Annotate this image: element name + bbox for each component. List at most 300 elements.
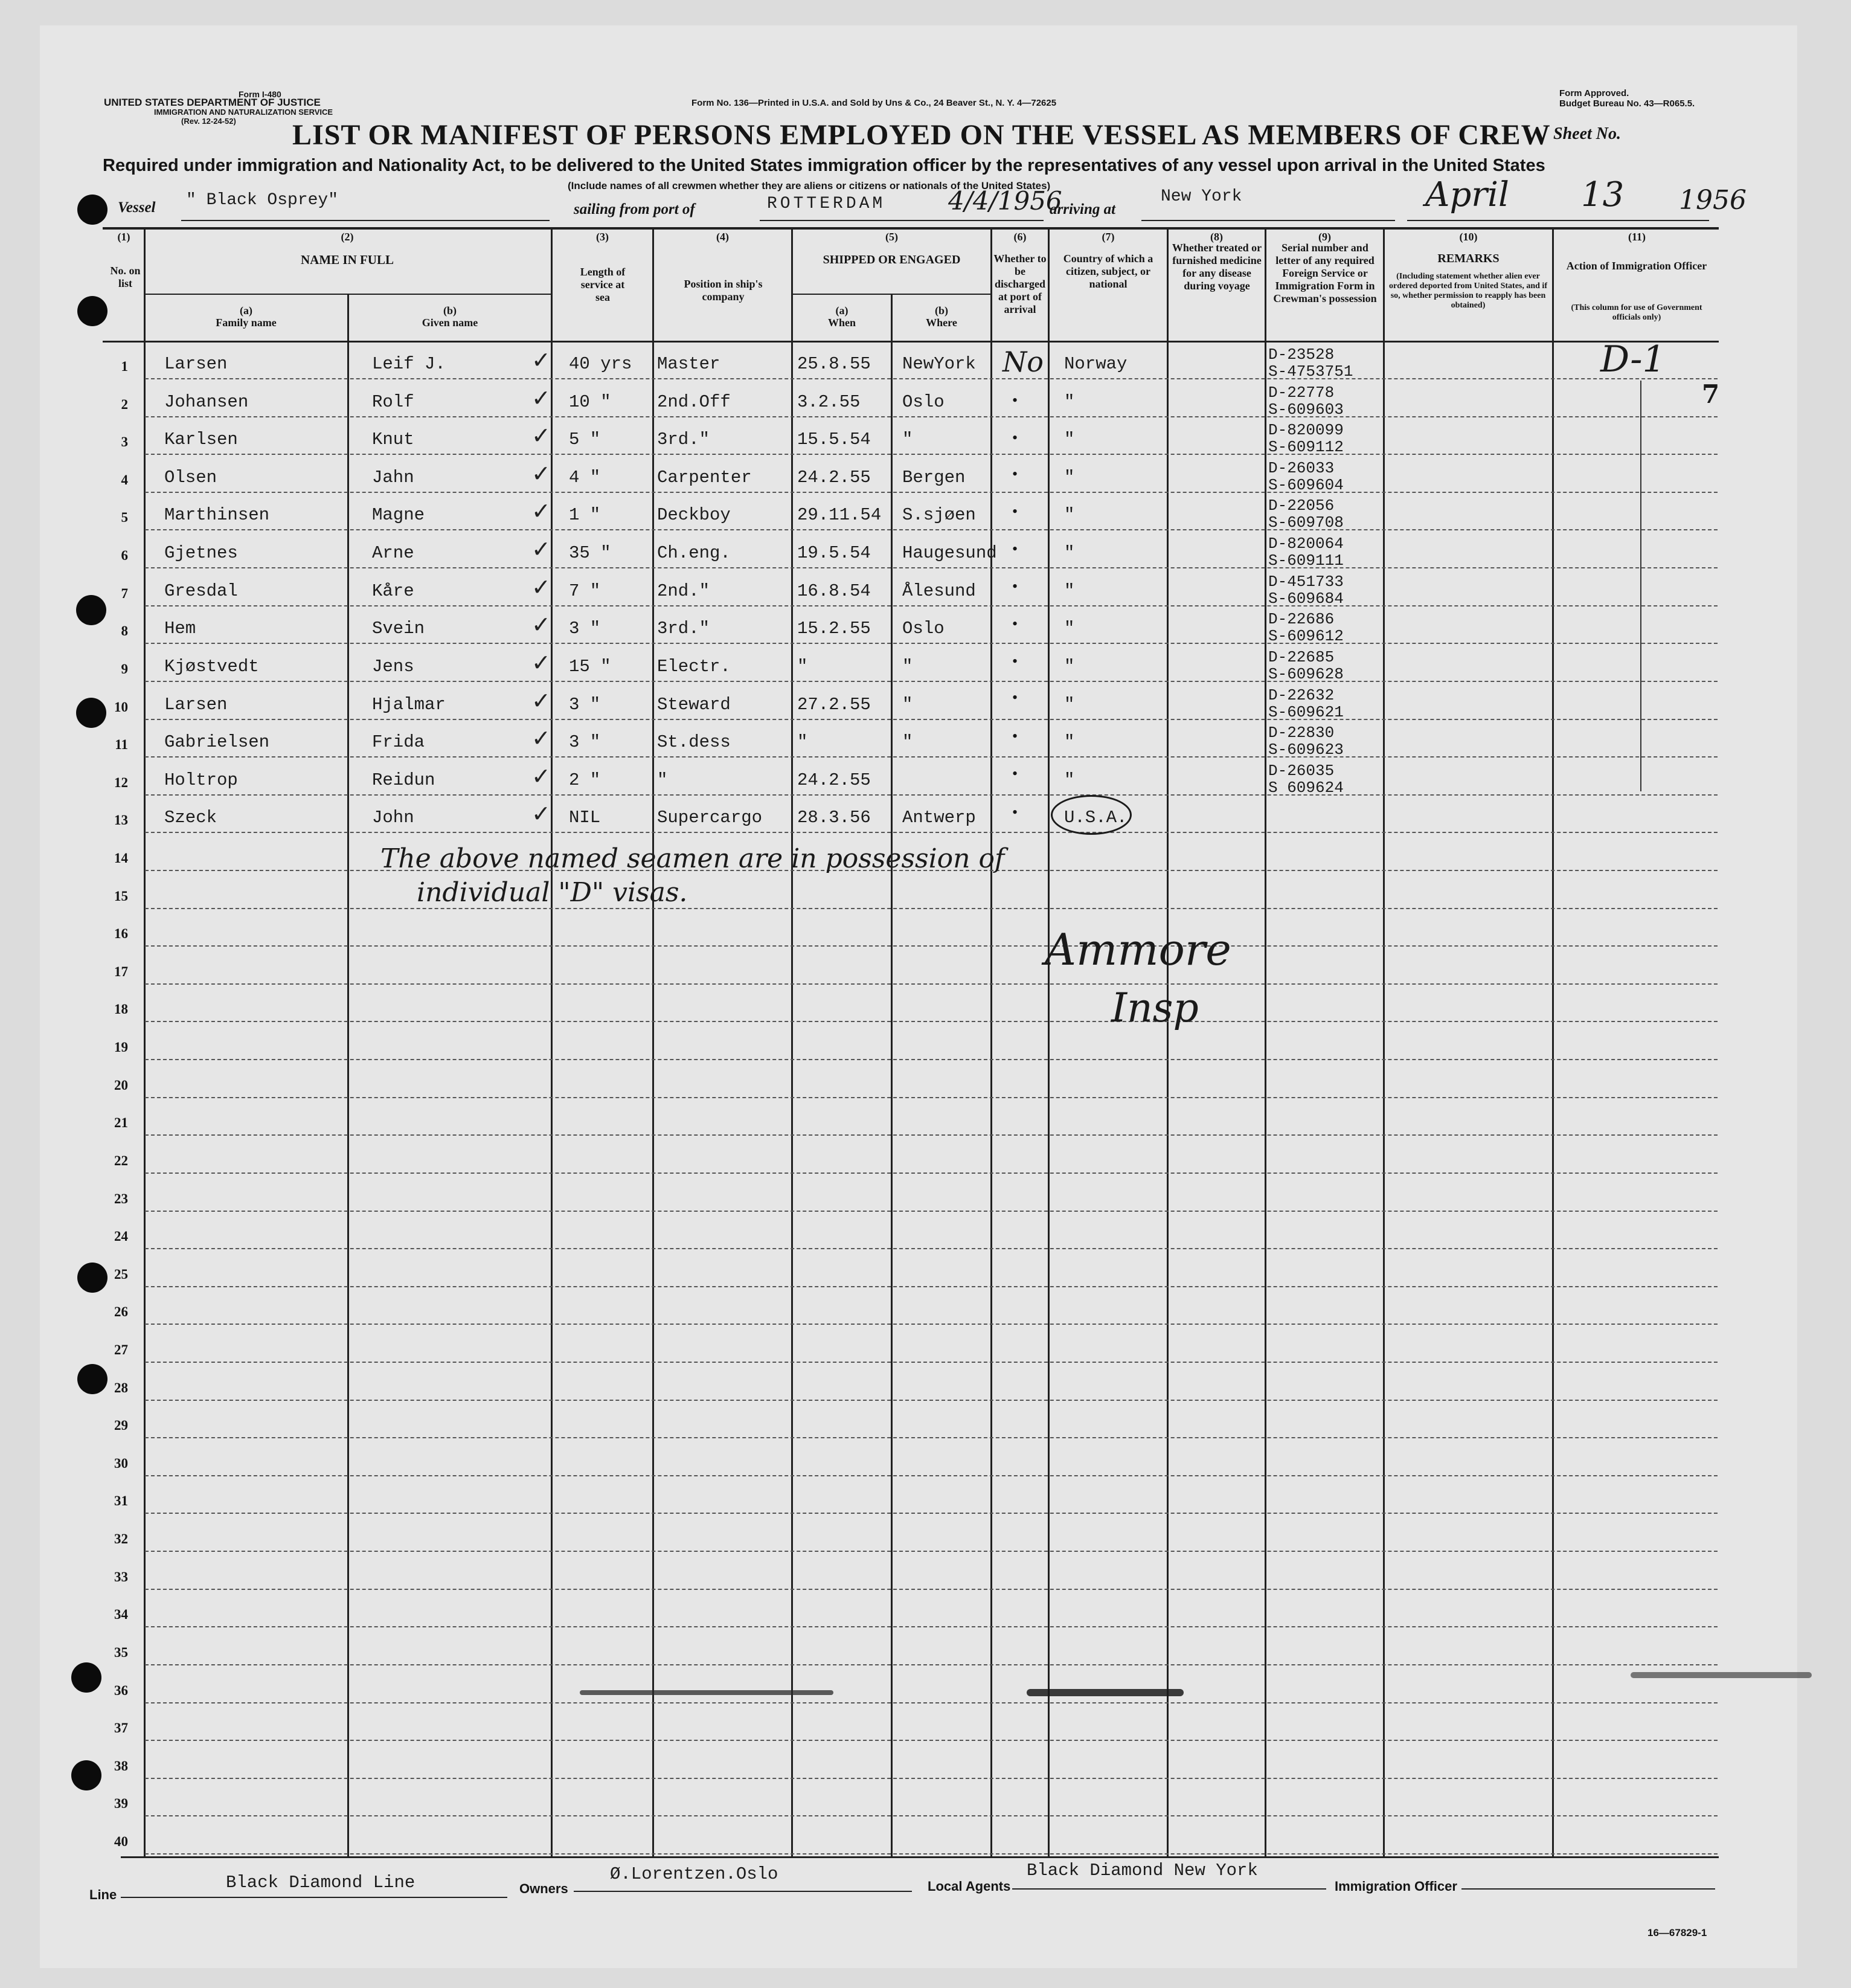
row-number: 38 [114, 1758, 128, 1774]
row-number: 17 [114, 964, 128, 979]
col11-header: Action of Immigration Officer [1566, 260, 1707, 272]
row-number: 15 [114, 889, 128, 904]
crew-position: Electr. [657, 657, 731, 677]
crew-serial2: S-609623 [1268, 741, 1344, 759]
sailing-label: sailing from port of [574, 201, 695, 217]
crew-position: Carpenter [657, 468, 752, 487]
smudge [1631, 1672, 1812, 1678]
col5-header: SHIPPED OR ENGAGED [823, 253, 961, 266]
check-mark-icon: ✓ [531, 422, 551, 449]
crew-serial1: D-22686 [1268, 610, 1335, 628]
ditto-mark: • [1012, 540, 1018, 558]
crew-serial2: S-609111 [1268, 552, 1344, 570]
header-bottom-rule [103, 341, 1719, 343]
crew-service: 3 " [569, 695, 601, 715]
row-rule [145, 567, 1718, 568]
row-number: 8 [121, 623, 128, 639]
crew-where: NewYork [902, 354, 976, 374]
col6-number: (6) [1013, 231, 1027, 243]
col3-header: Length of service at sea [580, 266, 626, 303]
table-bottom-rule [121, 1856, 1719, 1858]
check-mark-icon: ✓ [531, 498, 551, 524]
crew-service: 5 " [569, 429, 601, 449]
row-rule [145, 1097, 1718, 1098]
row-number: 39 [114, 1796, 128, 1811]
row-rule [145, 1211, 1718, 1212]
row-rule [145, 1400, 1718, 1401]
col10-header: REMARKS [1437, 252, 1500, 265]
crew-given: Jahn [372, 468, 414, 487]
col5b-number: (b) [935, 304, 948, 317]
row-number: 36 [114, 1683, 128, 1698]
crew-discharge: No [1002, 346, 1044, 378]
col-line [144, 228, 146, 1858]
page-title: LIST OR MANIFEST OF PERSONS EMPLOYED ON THE VESSEL AS MEMBERS OF CREW [292, 119, 1551, 151]
crew-serial2: S-609621 [1268, 703, 1344, 721]
crew-where: S.sjøen [902, 505, 976, 525]
row-number: 16 [114, 926, 128, 941]
crew-serial1: D-22778 [1268, 384, 1335, 402]
row-rule [145, 719, 1718, 720]
handwritten-note-line2: individual "D" visas. [417, 877, 688, 908]
row-rule [145, 1286, 1718, 1287]
col1-header: No. on list [110, 265, 141, 289]
crew-given: Frida [372, 732, 425, 752]
usa-circle [1051, 795, 1132, 835]
crew-when: 3.2.55 [797, 392, 861, 412]
row-number: 10 [114, 700, 128, 715]
footer-officer-label: Immigration Officer [1335, 1879, 1457, 1894]
form-revision: (Rev. 12-24-52) [181, 117, 236, 126]
row-number: 34 [114, 1607, 128, 1622]
row-rule [145, 794, 1718, 796]
crew-serial1: D-23528 [1268, 346, 1335, 364]
shipped-subhead-rule [791, 294, 990, 295]
form-id: Form I-480 [239, 89, 281, 99]
row-number: 29 [114, 1418, 128, 1433]
col-line [891, 294, 893, 1858]
footer-owners-label: Owners [519, 1881, 568, 1896]
row-number: 12 [114, 775, 128, 790]
crew-family: Szeck [164, 808, 217, 828]
crew-country: " [1064, 619, 1075, 639]
crew-family: Gabrielsen [164, 732, 270, 752]
crew-serial2: S-609684 [1268, 590, 1344, 608]
crew-given: Hjalmar [372, 695, 446, 715]
crew-when: 15.2.55 [797, 619, 871, 639]
ditto-mark: • [1012, 391, 1018, 409]
row-number: 3 [121, 434, 128, 449]
vessel-label: Vessel [118, 199, 156, 216]
crew-serial1: D-22830 [1268, 724, 1335, 742]
row-rule [145, 1551, 1718, 1552]
row-number: 22 [114, 1153, 128, 1168]
crew-service: NIL [569, 808, 601, 828]
crew-serial2: S 609624 [1268, 779, 1344, 797]
crew-country: " [1064, 429, 1075, 449]
ditto-mark: • [1012, 803, 1018, 821]
check-mark-icon: ✓ [531, 347, 551, 373]
crew-position: Supercargo [657, 808, 763, 828]
arrival-day: 13 [1581, 175, 1625, 214]
row-number: 6 [121, 548, 128, 563]
crew-serial2: S-609708 [1268, 513, 1344, 532]
row-rule [145, 983, 1718, 985]
row-rule [145, 492, 1718, 493]
crew-service: 15 " [569, 657, 611, 677]
rule [1461, 1888, 1715, 1890]
row-rule [145, 681, 1718, 682]
crew-when: " [797, 732, 808, 752]
crew-serial1: D-26033 [1268, 459, 1335, 477]
check-mark-icon: ✓ [531, 649, 551, 676]
col4-number: (4) [716, 231, 729, 243]
row-rule [145, 1173, 1718, 1174]
crew-country: U.S.A. [1064, 808, 1128, 828]
crew-given: Arne [372, 543, 414, 563]
punch-hole [71, 1760, 101, 1790]
officer-mark-count: 7 [1702, 379, 1720, 409]
col-line [1552, 228, 1554, 1858]
col-line [1048, 228, 1050, 1858]
crew-family: Larsen [164, 695, 228, 715]
crew-family: Holtrop [164, 770, 238, 790]
col3-number: (3) [596, 231, 609, 243]
crew-country: " [1064, 505, 1075, 525]
crew-serial2: S-609628 [1268, 665, 1344, 683]
crew-country: " [1064, 468, 1075, 487]
crew-family: Gresdal [164, 581, 238, 601]
form-approved: Form Approved. [1559, 88, 1629, 98]
smudge [580, 1690, 833, 1695]
row-rule [145, 832, 1718, 833]
footer-agents-value: Black Diamond New York [1027, 1861, 1258, 1880]
crew-where: Bergen [902, 468, 966, 487]
crew-family: Karlsen [164, 429, 238, 449]
row-rule [145, 1134, 1718, 1136]
crew-service: 3 " [569, 619, 601, 639]
crew-country: Norway [1064, 354, 1128, 374]
crew-family: Hem [164, 619, 196, 639]
check-mark-icon: ✓ [531, 574, 551, 600]
rule [574, 1891, 912, 1892]
crew-family: Johansen [164, 392, 249, 412]
crew-when: 27.2.55 [797, 695, 871, 715]
row-rule [145, 1059, 1718, 1060]
row-number: 24 [114, 1229, 128, 1244]
crew-country: " [1064, 657, 1075, 677]
crew-when: 28.3.56 [797, 808, 871, 828]
row-rule [145, 1589, 1718, 1590]
rule [1012, 1888, 1326, 1890]
crew-family: Olsen [164, 468, 217, 487]
crew-service: 3 " [569, 732, 601, 752]
row-number: 21 [114, 1115, 128, 1130]
crew-where: " [902, 657, 913, 677]
crew-service: 40 yrs [569, 354, 632, 374]
crew-where: " [902, 695, 913, 715]
rule [1141, 220, 1395, 221]
rule [1407, 220, 1709, 221]
crew-where: Oslo [902, 619, 945, 639]
smudge [1027, 1689, 1184, 1696]
row-rule [145, 454, 1718, 455]
col5b-header: Where [926, 317, 957, 329]
footer-line-value: Black Diamond Line [226, 1873, 415, 1893]
row-number: 31 [114, 1493, 128, 1508]
row-number: 19 [114, 1040, 128, 1055]
check-mark-icon: ✓ [531, 763, 551, 790]
row-number: 18 [114, 1002, 128, 1017]
crew-given: Magne [372, 505, 425, 525]
crew-service: 35 " [569, 543, 611, 563]
footer-line-label: Line [89, 1887, 117, 1902]
signature: Ammore [1045, 924, 1231, 975]
crew-given: Kåre [372, 581, 414, 601]
crew-country: " [1064, 581, 1075, 601]
check-mark-icon: ✓ [531, 536, 551, 562]
check-mark-icon: ✓ [531, 687, 551, 714]
col6-header: Whether to be discharged at port of arrival [993, 253, 1047, 315]
row-rule [145, 1702, 1718, 1703]
check-mark-icon: ✓ [531, 611, 551, 638]
row-number: 5 [121, 510, 128, 525]
row-rule [145, 1324, 1718, 1325]
crew-note: (Include names of all crewmen whether they are aliens or citizens or nationals of the United States) [568, 180, 1051, 191]
col-line [791, 228, 793, 1858]
row-number: 23 [114, 1191, 128, 1206]
agency-name: UNITED STATES DEPARTMENT OF JUSTICE [104, 97, 321, 108]
ditto-mark: • [1012, 727, 1018, 745]
col1-number: (1) [117, 231, 130, 243]
crew-family: Kjøstvedt [164, 657, 259, 677]
crew-when: 15.5.54 [797, 429, 871, 449]
col2-header: NAME IN FULL [300, 253, 394, 267]
arriving-label: arriving at [1050, 201, 1116, 217]
row-number: 35 [114, 1645, 128, 1660]
col-line [347, 294, 349, 1858]
col5a-header: When [827, 317, 856, 329]
crew-serial1: D-26035 [1268, 762, 1335, 780]
check-mark-icon: ✓ [531, 460, 551, 487]
crew-serial2: S-609604 [1268, 476, 1344, 494]
col11-note: (This column for use of Government officials only) [1571, 303, 1702, 322]
row-rule [145, 1740, 1718, 1741]
row-number: 27 [114, 1342, 128, 1357]
crew-given: Leif J. [372, 354, 446, 374]
col-line [1167, 228, 1169, 1858]
row-rule [145, 643, 1718, 644]
row-rule [145, 529, 1718, 530]
officer-bracket [1640, 381, 1641, 791]
ditto-mark: • [1012, 577, 1018, 595]
row-rule [145, 1475, 1718, 1476]
crew-country: " [1064, 770, 1075, 790]
crew-position: " [657, 770, 668, 790]
name-subhead-rule [144, 294, 551, 295]
row-rule [145, 1626, 1718, 1627]
col-line [551, 228, 553, 1858]
crew-where: Ålesund [902, 581, 976, 601]
punch-hole [71, 1662, 101, 1693]
crew-given: Rolf [372, 392, 414, 412]
crew-country: " [1064, 732, 1075, 752]
row-rule [145, 1664, 1718, 1665]
crew-position: Master [657, 354, 720, 374]
punch-hole [77, 195, 107, 225]
ditto-mark: • [1012, 465, 1018, 483]
rule [181, 220, 550, 221]
crew-serial1: D-451733 [1268, 573, 1344, 591]
crew-serial1: D-22685 [1268, 648, 1335, 666]
sail-date: 4/4/1956 [948, 186, 1062, 216]
crew-family: Marthinsen [164, 505, 270, 525]
crew-service: 4 " [569, 468, 601, 487]
row-number: 37 [114, 1720, 128, 1735]
col5a-number: (a) [835, 304, 849, 317]
crew-serial2: S-609603 [1268, 400, 1344, 419]
row-rule [145, 605, 1718, 606]
row-number: 7 [121, 586, 128, 601]
row-number: 33 [114, 1569, 128, 1584]
footer-owners-value: Ø.Lorentzen.Oslo [610, 1864, 778, 1884]
rule [760, 220, 1044, 221]
row-rule [145, 1021, 1718, 1022]
crew-position: Ch.eng. [657, 543, 731, 563]
row-rule [145, 908, 1718, 909]
row-rule [145, 1815, 1718, 1816]
vessel-name: " Black Osprey" [186, 191, 339, 210]
col9-header: Serial number and letter of any required Foreign Service or Immigration Form in Crewman's possession [1273, 242, 1377, 304]
col5-number: (5) [885, 231, 898, 243]
crew-family: Gjetnes [164, 543, 238, 563]
crew-country: " [1064, 392, 1075, 412]
crew-given: Reidun [372, 770, 435, 790]
row-number: 32 [114, 1531, 128, 1546]
ditto-mark: • [1012, 503, 1018, 520]
ditto-mark: • [1012, 689, 1018, 706]
col2-number: (2) [341, 231, 354, 243]
crew-position: Steward [657, 695, 731, 715]
crew-position: 2nd." [657, 581, 710, 601]
col8-header: Whether treated or furnished medicine for any disease during voyage [1172, 242, 1262, 292]
row-number: 20 [114, 1078, 128, 1093]
row-rule [145, 416, 1718, 417]
budget-bureau: Budget Bureau No. 43—R065.5. [1559, 98, 1695, 109]
crew-serial1: D-22056 [1268, 497, 1335, 515]
col7-header: Country of which a citizen, subject, or national [1063, 253, 1153, 290]
crew-family: Larsen [164, 354, 228, 374]
row-rule [145, 1362, 1718, 1363]
crew-when: 19.5.54 [797, 543, 871, 563]
ditto-mark: • [1012, 615, 1018, 632]
check-mark-icon: ✓ [531, 725, 551, 751]
row-rule [145, 1778, 1718, 1779]
crew-country: " [1064, 695, 1075, 715]
crew-when: 25.8.55 [797, 354, 871, 374]
row-number: 9 [121, 661, 128, 677]
rule [121, 1897, 507, 1898]
page-subtitle: Required under immigration and Nationality Act, to be delivered to the United States immigration officer by the representatives of any vessel upon arrival in the United States [103, 156, 1545, 175]
row-number: 14 [114, 851, 128, 866]
footer-agents-label: Local Agents [928, 1879, 1011, 1894]
crew-given: Jens [372, 657, 414, 677]
row-rule [145, 1437, 1718, 1438]
row-rule [145, 756, 1718, 758]
row-number: 25 [114, 1267, 128, 1282]
table-top-rule [103, 227, 1719, 230]
crew-country: " [1064, 543, 1075, 563]
crew-when: 29.11.54 [797, 505, 882, 525]
row-number: 11 [115, 737, 128, 752]
arrival-year: 1956 [1679, 185, 1747, 216]
row-number: 28 [114, 1380, 128, 1395]
crew-serial1: D-820064 [1268, 535, 1344, 553]
officer-mark: D-1 [1600, 338, 1666, 381]
crew-when: " [797, 657, 808, 677]
col2b-header: Given name [422, 317, 478, 329]
arrival-month: April [1425, 175, 1509, 214]
crew-where: Antwerp [902, 808, 976, 828]
col4-header: Position in ship's company [684, 278, 763, 303]
crew-given: Svein [372, 619, 425, 639]
crew-where: " [902, 429, 913, 449]
row-number: 30 [114, 1456, 128, 1471]
row-number: 26 [114, 1304, 128, 1319]
row-number: 40 [114, 1834, 128, 1849]
crew-position: 3rd." [657, 429, 710, 449]
crew-service: 10 " [569, 392, 611, 412]
col7-number: (7) [1102, 231, 1115, 243]
col10-note: (Including statement whether alien ever ordered deported from United States, and if so, whether permission to reapply has been obtained) [1389, 272, 1547, 310]
crew-when: 24.2.55 [797, 468, 871, 487]
ditto-mark: • [1012, 652, 1018, 670]
row-number: 4 [121, 472, 128, 487]
service-name: IMMIGRATION AND NATURALIZATION SERVICE [154, 108, 333, 117]
crew-given: Knut [372, 429, 414, 449]
row-rule [145, 378, 1718, 379]
printer-line: Form No. 136—Printed in U.S.A. and Sold by Uns & Co., 24 Beaver St., N. Y. 4—72625 [691, 98, 1057, 108]
col2b-number: (b) [443, 304, 457, 317]
crew-serial2: S-4753751 [1268, 362, 1353, 381]
crew-serial1: D-22632 [1268, 686, 1335, 704]
crew-position: St.dess [657, 732, 731, 752]
col-line [652, 228, 654, 1858]
crew-service: 7 " [569, 581, 601, 601]
col10-number: (10) [1459, 231, 1478, 243]
col-line [1383, 228, 1385, 1858]
crew-position: 2nd.Off [657, 392, 731, 412]
row-number: 2 [121, 397, 128, 412]
crew-serial1: D-820099 [1268, 421, 1344, 439]
handwritten-note-line1: The above named seamen are in possession of [380, 843, 1005, 874]
crew-when: 24.2.55 [797, 770, 871, 790]
check-mark-icon: ✓ [531, 800, 551, 827]
crew-when: 16.8.54 [797, 581, 871, 601]
check-mark-icon: ✓ [531, 385, 551, 411]
ditto-mark: • [1012, 429, 1018, 446]
arrival-port: New York [1161, 187, 1242, 206]
col2a-header: Family name [216, 317, 277, 329]
col2a-number: (a) [240, 304, 252, 317]
col9-number: (9) [1318, 231, 1331, 243]
col8-number: (8) [1210, 231, 1223, 243]
col11-number: (11) [1628, 231, 1646, 243]
crew-position: Deckboy [657, 505, 731, 525]
crew-given: John [372, 808, 414, 828]
crew-where: " [902, 732, 913, 752]
crew-serial2: S-609112 [1268, 438, 1344, 456]
